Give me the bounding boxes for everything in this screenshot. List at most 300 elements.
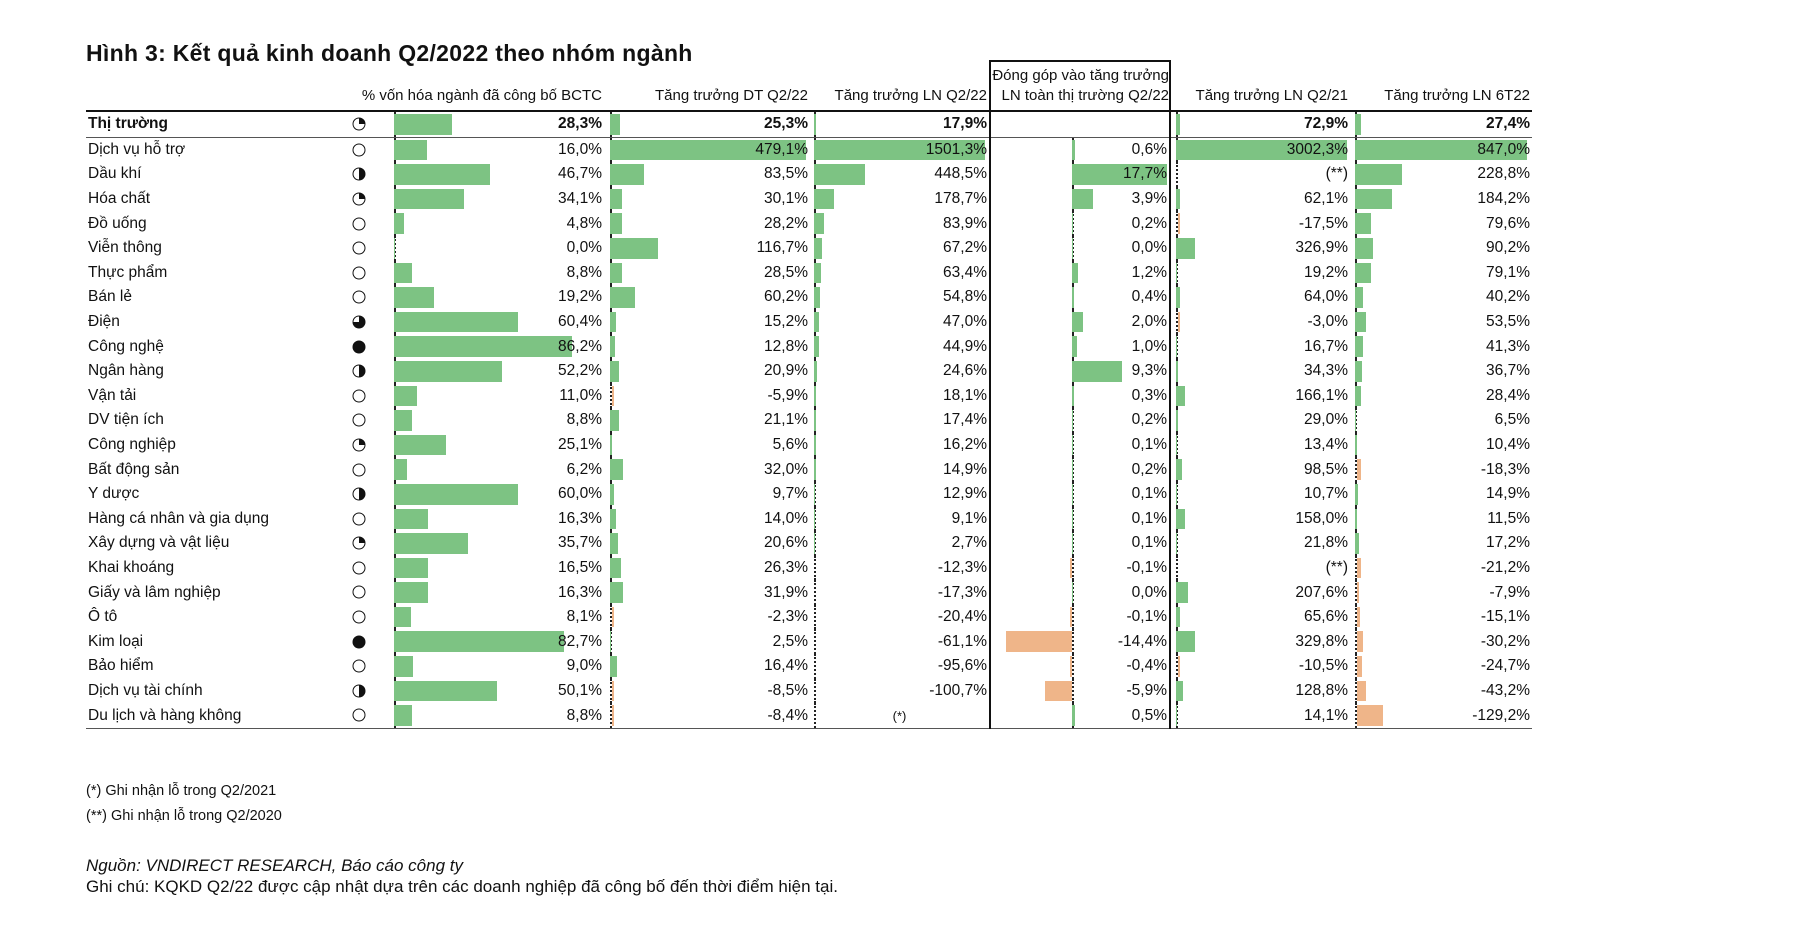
value-bar [610, 312, 616, 333]
cell-value: (*) [892, 708, 907, 724]
cell-gop [990, 580, 1170, 605]
sector-name: Xây dựng và vật liệu [88, 534, 230, 552]
cell-value: -7,9% [1489, 583, 1530, 601]
value-bar [1357, 607, 1360, 628]
cell-gop [990, 211, 1170, 236]
value-bar [394, 114, 452, 135]
cell-value: 0,0% [1131, 583, 1167, 601]
cell-value: 178,7% [934, 190, 987, 208]
cell-value: 0,2% [1131, 214, 1167, 232]
cell-value: 16,3% [558, 509, 602, 527]
cell-value: -14,4% [1117, 632, 1167, 650]
table-row [86, 629, 1532, 654]
cell-value: 2,0% [1131, 313, 1167, 331]
sector-name: Kim loại [88, 632, 144, 650]
cell-gop [990, 137, 1170, 162]
cell-value: 326,9% [1295, 239, 1348, 257]
cell-ln [810, 261, 990, 286]
cell-value: 16,5% [558, 558, 602, 576]
cell-value: -8,4% [767, 706, 808, 724]
cell-dt [604, 236, 810, 261]
cell-ln21 [1170, 162, 1350, 187]
cell-value: 28,5% [764, 263, 808, 281]
cell-ln6t [1350, 580, 1532, 605]
cell-von-hoa [388, 703, 604, 728]
cell-ln6t [1350, 236, 1532, 261]
value-bar [610, 435, 612, 456]
value-bar [1355, 263, 1371, 284]
value-bar [610, 656, 617, 677]
cell-value: -17,5% [1298, 214, 1348, 232]
cell-value: 54,8% [943, 288, 987, 306]
value-bar [814, 361, 817, 382]
cell-value: 166,1% [1295, 386, 1348, 404]
cell-ln21 [1170, 359, 1350, 384]
cell-gop [990, 482, 1170, 507]
value-bar [1355, 361, 1362, 382]
sector-name: Bảo hiểm [88, 657, 154, 675]
coverage-pie-icon [348, 334, 388, 359]
value-bar [394, 705, 412, 726]
cell-gop [990, 359, 1170, 384]
cell-von-hoa [388, 137, 604, 162]
sector-name: Ngân hàng [88, 362, 164, 380]
cell-dt [604, 457, 810, 482]
value-bar [394, 681, 497, 702]
sector-name: Điện [88, 313, 120, 331]
cell-value: -0,1% [1126, 608, 1167, 626]
cell-ln6t [1350, 556, 1532, 581]
cell-ln6t [1350, 654, 1532, 679]
cell-von-hoa [388, 580, 604, 605]
value-bar [394, 459, 407, 480]
value-bar [1176, 459, 1182, 480]
value-bar [1176, 631, 1195, 652]
cell-value: 16,3% [558, 583, 602, 601]
coverage-pie-icon [348, 433, 388, 458]
value-bar [1355, 410, 1356, 431]
zero-axis [814, 679, 816, 704]
value-bar [1045, 681, 1072, 702]
sector-name: Ô tô [88, 608, 118, 626]
cell-value: 847,0% [1477, 140, 1530, 158]
cell-ln [810, 359, 990, 384]
cell-ln6t [1350, 629, 1532, 654]
value-bar [1072, 140, 1075, 161]
sector-name: Vận tải [88, 386, 137, 404]
value-bar [394, 631, 564, 652]
cell-dt [604, 556, 810, 581]
cell-ln21 [1170, 556, 1350, 581]
table-row [86, 236, 1532, 261]
table-row [86, 457, 1532, 482]
table-row [86, 531, 1532, 556]
cell-value: 17,7% [1123, 165, 1167, 183]
cell-gop [990, 111, 1170, 137]
cell-value: 0,0% [1131, 239, 1167, 257]
sector-name: Dịch vụ hỗ trợ [88, 140, 186, 158]
cell-ln21 [1170, 654, 1350, 679]
cell-ln21 [1170, 580, 1350, 605]
cell-value: -17,3% [937, 583, 987, 601]
cell-gop [990, 334, 1170, 359]
cell-value: 32,0% [764, 460, 808, 478]
cell-ln6t [1350, 334, 1532, 359]
cell-value: 52,2% [558, 362, 602, 380]
cell-ln6t [1350, 703, 1532, 728]
value-bar [1072, 361, 1122, 382]
cell-value: 0,0% [566, 239, 602, 257]
value-bar [1355, 114, 1361, 135]
value-bar [1176, 582, 1188, 603]
cell-value: 2,5% [772, 632, 808, 650]
cell-value: 36,7% [1486, 362, 1530, 380]
cell-ln6t [1350, 433, 1532, 458]
cell-von-hoa [388, 654, 604, 679]
cell-value: -15,1% [1480, 608, 1530, 626]
cell-value: 25,1% [558, 436, 602, 454]
coverage-pie-icon [348, 137, 388, 162]
value-bar [394, 213, 404, 234]
value-bar [1072, 312, 1083, 333]
cell-dt [604, 334, 810, 359]
value-bar [1176, 705, 1177, 726]
header-ln: Tăng trưởng LN Q2/22 [810, 61, 990, 111]
value-bar [394, 287, 434, 308]
table-row [86, 359, 1532, 384]
cell-von-hoa [388, 433, 604, 458]
value-bar [1357, 582, 1359, 603]
cell-value: -24,7% [1480, 657, 1530, 675]
cell-value: 0,3% [1131, 386, 1167, 404]
coverage-pie-icon [348, 211, 388, 236]
sector-name: Bất động sản [88, 460, 180, 478]
cell-value: -18,3% [1480, 460, 1530, 478]
cell-value: 9,1% [951, 509, 987, 527]
cell-ln21 [1170, 629, 1350, 654]
value-bar [610, 213, 622, 234]
value-bar [1355, 238, 1373, 259]
sector-name: Khai khoáng [88, 558, 175, 576]
cell-dt [604, 211, 810, 236]
cell-ln [810, 111, 990, 137]
cell-value: 53,5% [1486, 313, 1530, 331]
cell-value: 20,9% [764, 362, 808, 380]
cell-value: 0,1% [1131, 534, 1167, 552]
cell-value: 6,2% [566, 460, 602, 478]
cell-value: 0,1% [1131, 485, 1167, 503]
cell-value: -61,1% [937, 632, 987, 650]
cell-von-hoa [388, 162, 604, 187]
cell-value: -12,3% [937, 558, 987, 576]
cell-value: 14,9% [1486, 485, 1530, 503]
value-bar [814, 509, 815, 530]
cell-ln [810, 507, 990, 532]
value-bar [1072, 238, 1073, 259]
cell-von-hoa [388, 236, 604, 261]
cell-value: (**) [1325, 558, 1348, 576]
cell-ln21 [1170, 261, 1350, 286]
cell-dt [604, 285, 810, 310]
cell-value: 65,6% [1304, 608, 1348, 626]
cell-dt [604, 433, 810, 458]
cell-value: -0,1% [1126, 558, 1167, 576]
value-bar [394, 484, 518, 505]
cell-value: 86,2% [558, 337, 602, 355]
table-row [86, 137, 1532, 162]
cell-gop [990, 187, 1170, 212]
cell-ln [810, 408, 990, 433]
cell-ln21 [1170, 507, 1350, 532]
cell-ln [810, 556, 990, 581]
cell-gop [990, 531, 1170, 556]
zero-axis [1072, 605, 1074, 630]
value-bar [1072, 582, 1073, 603]
cell-ln [810, 162, 990, 187]
value-bar [1176, 336, 1177, 357]
cell-ln6t [1350, 261, 1532, 286]
value-bar [612, 607, 614, 628]
value-bar [1357, 705, 1383, 726]
cell-value: 19,2% [1304, 263, 1348, 281]
cell-dt [604, 162, 810, 187]
value-bar [1357, 631, 1363, 652]
value-bar [610, 484, 614, 505]
cell-value: 28,4% [1486, 386, 1530, 404]
cell-von-hoa [388, 605, 604, 630]
cell-von-hoa [388, 261, 604, 286]
value-bar [814, 410, 816, 431]
cell-gop [990, 408, 1170, 433]
cell-value: 128,8% [1295, 681, 1348, 699]
cell-ln [810, 211, 990, 236]
value-bar [1072, 189, 1093, 210]
table-row [86, 285, 1532, 310]
value-bar [814, 459, 816, 480]
cell-value: 35,7% [558, 534, 602, 552]
sector-name: Y dược [88, 485, 140, 503]
coverage-pie-icon [348, 605, 388, 630]
value-bar [1355, 484, 1358, 505]
sector-name: Công nghiệp [88, 436, 176, 454]
value-bar [394, 410, 412, 431]
cell-value: 67,2% [943, 239, 987, 257]
cell-value: 9,3% [1131, 362, 1167, 380]
value-bar [610, 631, 611, 652]
value-bar [1176, 263, 1177, 284]
value-bar [610, 287, 635, 308]
table-row [86, 211, 1532, 236]
value-bar [1355, 287, 1363, 308]
cell-value: 207,6% [1295, 583, 1348, 601]
footnote-loss-2021: (*) Ghi nhận lỗ trong Q2/2021 [86, 783, 277, 799]
value-bar [394, 164, 490, 185]
cell-value: 329,8% [1295, 632, 1348, 650]
value-bar [814, 238, 822, 259]
cell-ln6t [1350, 408, 1532, 433]
table-row [86, 556, 1532, 581]
cell-value: 62,1% [1304, 190, 1348, 208]
value-bar [394, 607, 411, 628]
cell-ln21 [1170, 408, 1350, 433]
cell-ln21 [1170, 334, 1350, 359]
cell-ln21 [1170, 310, 1350, 335]
zero-axis [1072, 654, 1074, 679]
figure-title: Hình 3: Kết quả kinh doanh Q2/2022 theo nhóm ngành [86, 40, 693, 66]
cell-value: 11,0% [559, 386, 602, 404]
cell-ln21 [1170, 531, 1350, 556]
value-bar [1072, 213, 1073, 234]
cell-value: 14,0% [764, 509, 808, 527]
cell-gop [990, 703, 1170, 728]
cell-value: -43,2% [1480, 681, 1530, 699]
cell-ln21 [1170, 236, 1350, 261]
cell-value: 16,2% [943, 436, 987, 454]
cell-ln6t [1350, 605, 1532, 630]
cell-value: 13,4% [1304, 436, 1348, 454]
value-bar [814, 484, 815, 505]
cell-value: 10,4% [1486, 436, 1530, 454]
cell-ln [810, 334, 990, 359]
table-row [86, 433, 1532, 458]
value-bar [610, 533, 618, 554]
cell-value: (**) [1325, 165, 1348, 183]
sector-name: DV tiện ích [88, 411, 164, 429]
cell-von-hoa [388, 457, 604, 482]
table-row [86, 580, 1532, 605]
zero-axis [1176, 556, 1178, 581]
header-von-hoa: % vốn hóa ngành đã công bố BCTC [348, 61, 604, 111]
cell-von-hoa [388, 482, 604, 507]
cell-value: 72,9% [1304, 115, 1348, 133]
cell-ln6t [1350, 482, 1532, 507]
value-bar [394, 312, 518, 333]
cell-von-hoa [388, 359, 604, 384]
cell-ln21 [1170, 211, 1350, 236]
value-bar [1357, 681, 1366, 702]
value-bar [1176, 361, 1178, 382]
cell-ln6t [1350, 359, 1532, 384]
sector-name: Du lịch và hàng không [86, 703, 348, 728]
value-bar [1072, 484, 1073, 505]
value-bar [394, 386, 417, 407]
coverage-pie-icon [348, 408, 388, 433]
cell-ln21 [1170, 679, 1350, 704]
cell-value: 8,1% [566, 608, 602, 626]
coverage-pie-icon [348, 187, 388, 212]
sector-name: Dịch vụ tài chính [88, 681, 203, 699]
cell-ln [810, 457, 990, 482]
cell-value: 8,8% [566, 263, 602, 281]
table-row [86, 703, 1532, 728]
value-bar [814, 287, 820, 308]
cell-ln21 [1170, 433, 1350, 458]
value-bar [1072, 435, 1073, 456]
value-bar [394, 140, 427, 161]
sector-name: Hóa chất [88, 190, 151, 208]
table-row [86, 310, 1532, 335]
cell-ln6t [1350, 187, 1532, 212]
value-bar [610, 558, 621, 579]
coverage-pie-icon [348, 556, 388, 581]
value-bar [814, 312, 819, 333]
cell-gop [990, 679, 1170, 704]
cell-ln21 [1170, 703, 1350, 728]
header-gop: Đóng góp vào tăng trưởng LN toàn thị trường Q2/22 [990, 61, 1170, 111]
cell-value: 0,5% [1131, 706, 1167, 724]
coverage-pie-icon [348, 679, 388, 704]
cell-ln6t [1350, 531, 1532, 556]
zero-axis [1072, 679, 1074, 704]
cell-dt [604, 507, 810, 532]
cell-ln [810, 236, 990, 261]
value-bar [394, 336, 572, 357]
cell-value: 5,6% [772, 436, 808, 454]
cell-value: 20,6% [764, 534, 808, 552]
cell-value: -30,2% [1480, 632, 1530, 650]
value-bar [814, 263, 821, 284]
value-bar [1357, 459, 1361, 480]
cell-value: 10,7% [1304, 485, 1348, 503]
value-bar [1355, 189, 1392, 210]
coverage-pie-icon [348, 310, 388, 335]
cell-value: 0,1% [1131, 436, 1167, 454]
footnote-loss-2020: (**) Ghi nhận lỗ trong Q2/2020 [86, 808, 282, 824]
cell-value: 1501,3% [925, 140, 987, 158]
value-bar [1072, 287, 1074, 308]
cell-value: 0,4% [1131, 288, 1167, 306]
cell-von-hoa [388, 111, 604, 137]
zero-axis [814, 605, 816, 630]
cell-von-hoa [388, 556, 604, 581]
cell-von-hoa [388, 507, 604, 532]
cell-value: 479,1% [755, 140, 808, 158]
value-bar [394, 238, 395, 259]
value-bar [1176, 533, 1177, 554]
cell-gop [990, 654, 1170, 679]
value-bar [394, 582, 428, 603]
table-row [86, 482, 1532, 507]
value-bar [610, 361, 619, 382]
value-bar [610, 459, 623, 480]
cell-value: 1,2% [1131, 263, 1167, 281]
cell-dt [604, 629, 810, 654]
value-bar [610, 263, 622, 284]
cell-von-hoa [388, 310, 604, 335]
value-bar [1070, 558, 1072, 579]
cell-value: 60,2% [764, 288, 808, 306]
value-bar [1355, 509, 1357, 530]
cell-value: 0,2% [1131, 411, 1167, 429]
value-bar [610, 189, 622, 210]
sector-name: Hàng cá nhân và gia dụng [88, 509, 269, 527]
value-bar [814, 435, 816, 456]
cell-ln21 [1170, 137, 1350, 162]
cell-ln21 [1170, 482, 1350, 507]
value-bar [610, 238, 658, 259]
value-bar [1355, 386, 1361, 407]
value-bar [610, 114, 620, 135]
cell-ln [810, 605, 990, 630]
cell-gop [990, 605, 1170, 630]
cell-value: 79,1% [1486, 263, 1530, 281]
value-bar [1355, 533, 1359, 554]
value-bar [1072, 509, 1073, 530]
zero-axis [814, 556, 816, 581]
zero-axis [814, 654, 816, 679]
cell-value: 24,6% [943, 362, 987, 380]
cell-von-hoa [388, 408, 604, 433]
